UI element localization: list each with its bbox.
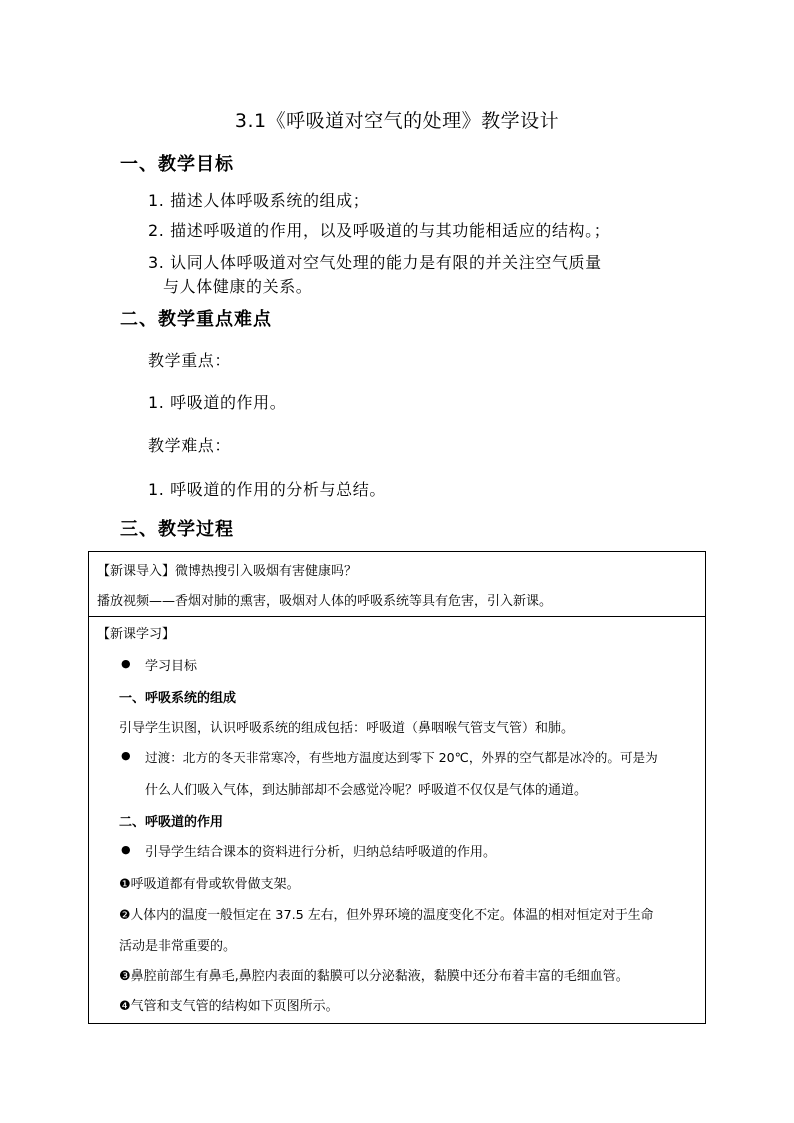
bullet-icon: ● xyxy=(121,749,131,762)
objective-item-2: 2. 描述呼吸道的作用，以及呼吸道的与其功能相适应的结构。； xyxy=(148,221,611,240)
intro-cell xyxy=(89,552,706,617)
subheading-function: 二、呼吸道的作用 xyxy=(119,815,224,830)
subheading-composition: 一、呼吸系统的组成 xyxy=(119,691,237,706)
table-row xyxy=(89,552,706,617)
composition-text: 引导学生识图，认识呼吸系统的组成包括：呼吸道（鼻咽喉气管支气管）和肺。 xyxy=(119,721,575,736)
objective-item-1: 1. 描述人体呼吸系统的组成； xyxy=(148,191,370,210)
key-point-label: 教学重点： xyxy=(148,351,232,370)
learning-cell xyxy=(89,617,706,1024)
key-point-item: 1. 呼吸道的作用。 xyxy=(148,393,287,412)
transition-line-2: 什么人们吸入气体，到达肺部却不会感觉冷呢？呼吸道不仅仅是气体的通道。 xyxy=(145,783,588,798)
transition-line-1: 过渡：北方的冬天非常寒冷，有些地方温度达到零下 20℃，外界的空气都是冰冷的。可是为 xyxy=(145,750,658,765)
point-2-line-2: 活动是非常重要的。 xyxy=(119,939,237,954)
guide-text: 引导学生结合课本的资料进行分析，归纳总结呼吸道的作用。 xyxy=(145,845,497,860)
objective-item-3-cont: 与人体健康的关系。 xyxy=(163,277,313,296)
section-heading-key-points: 二、教学重点难点 xyxy=(120,309,272,330)
point-4: ❹气管和支气管的结构如下页图所示。 xyxy=(119,999,339,1014)
intro-line-2: 播放视频——香烟对肺的熏害，吸烟对人体的呼吸系统等具有危害，引入新课。 xyxy=(97,594,553,609)
section-heading-process: 三、教学过程 xyxy=(120,519,234,540)
page-title: 3.1《呼吸道对空气的处理》教学设计 xyxy=(234,110,560,132)
difficulty-item: 1. 呼吸道的作用的分析与总结。 xyxy=(148,480,386,499)
bullet-icon: ● xyxy=(121,843,131,856)
point-2-line-1: ❷人体内的温度一般恒定在 37.5 左右，但外界环境的温度变化不定。体温的相对恒定对于生命 xyxy=(119,908,654,923)
objective-item-3: 3. 认同人体呼吸道对空气处理的能力是有限的并关注空气质量 xyxy=(148,253,602,272)
bullet-icon: ● xyxy=(121,657,131,670)
intro-line-1: 【新课导入】微博热搜引入吸烟有害健康吗？ xyxy=(97,564,358,579)
learning-header: 【新课学习】 xyxy=(97,627,176,642)
section-heading-objectives: 一、教学目标 xyxy=(120,154,234,175)
learning-goal: 学习目标 xyxy=(145,659,198,674)
table-row xyxy=(89,617,706,1024)
difficulty-label: 教学难点： xyxy=(148,436,232,455)
process-table xyxy=(88,551,706,1024)
point-3: ❸鼻腔前部生有鼻毛,鼻腔内表面的黏膜可以分泌黏液，黏膜中还分布着丰富的毛细血管。 xyxy=(119,969,629,984)
point-1: ❶呼吸道都有骨或软骨做支架。 xyxy=(119,877,300,892)
